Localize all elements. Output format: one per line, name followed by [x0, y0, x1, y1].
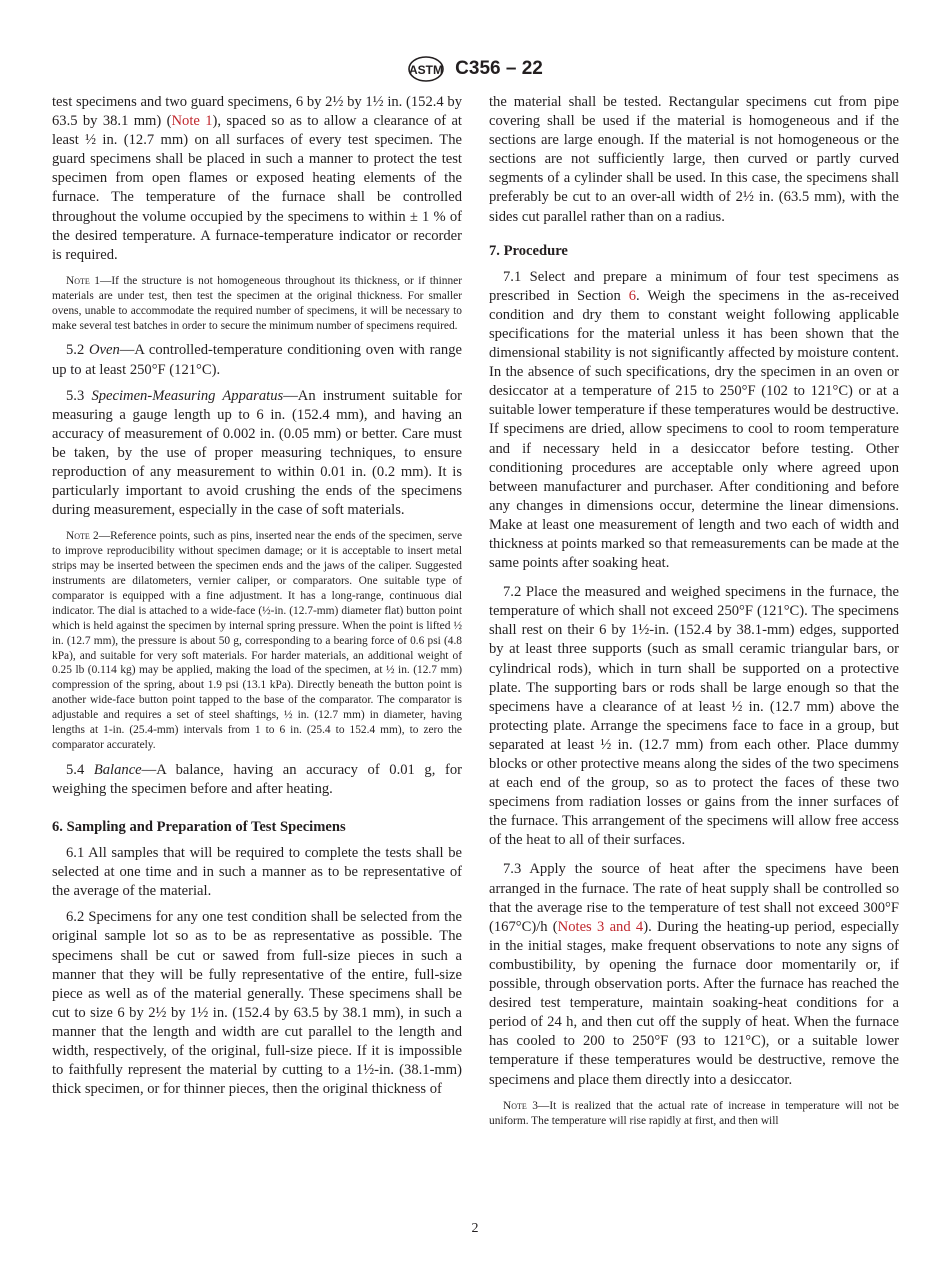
- text: ), spaced so as to allow a clearance of at least ½ in. (12.7 mm) on all surfaces of every test specimen. The guard specimens shall be placed in such a manner to protect the test specimen from open flames or exposed heating elements of the furnace. The temperature of the furnace shall be controlled throughout the volume occupied by the specimens to within ± 1 % of the desired temperature. A furnace-temperature indicator or recorder is required.: [52, 113, 462, 263]
- section-5-3: [52, 387, 462, 521]
- text: 5.3: [66, 387, 92, 404]
- text: —A controlled-temperature conditioning oven with range up to at least 250°F (121°C).: [52, 342, 462, 378]
- page-number: 2: [471, 1221, 479, 1236]
- note-text: —It is realized that the actual rate of increase in temperature will not be uniform. The temperature will rise rapidly at first, and then will: [489, 1099, 899, 1127]
- section-7-heading: 7. Procedure: [489, 242, 568, 259]
- section-6-heading: 6. Sampling and Preparation of Test Specimens: [52, 819, 346, 836]
- section-7-1: [489, 268, 899, 574]
- text: 7.3 Apply the source of heat after the specimens have been arranged in the furnace. The rate of heat supply shall be controlled so that the average rise to the temperature of test shall not exceed 300°F (167°C)/h (: [489, 861, 899, 935]
- section-5-4: [52, 761, 462, 799]
- text: . Weigh the specimens in the as-received condition and dry them to constant weight following applicable specifications for the material unless it has been shown that the dimensional stability is not significantly affected by moisture content. In the absence of such specifications, dry the specimen in an oven or desiccator at a temperature of 215 to 250°F (102 to 121°C) or at a suitable lower temperature if these temperatures would be destructive. If specimens are dried, allow specimens to cool to room temperature and if necessary held in a desiccator before testing. Other conditioning procedures are acceptable only where agreed upon between manufacturer and purchaser. After conditioning and before any changes in dimensions occur, determine the linear dimensions. Make at least one measurement of length and two each of width and thickness at points marked so that remeasurements can be made at the same points after soaking heat.: [489, 287, 899, 572]
- section-7-2: 7.2 Place the measured and weighed specimens in the furnace, the temperature of which shall not exceed 250°F (121°C). The specimens shall rest on their 6 by 1½-in. (152.4 by 38.1-mm) edges, supported by at least three supports (such as small ceramic triangular bars, or cylindrical rods), which in turn shall be supported on a protective plate. The supporting bars or rods shall be large enough so that the specimens have a clearance of at least ½ in. (12.7 mm) above the protecting plate. Arrange the specimens face to face in a group, but separated at least ½ in. (12.7 mm) from each other. Place dummy blocks or other protective means along the sides of the two specimens at each end of the group, so as to protect the faces of these two specimens from radiation losses or gains from the inner surfaces of the furnace. This arrangement of the specimens will allow free access of the heat to all of their surfaces.: [489, 584, 899, 849]
- note-text: —Reference points, such as pins, inserted near the ends of the specimen, serve to improve reproducibility without specimen damage; or it is acceptable to insert metal strips may be inserted between the specimen ends and the jaws of the caliper. Suggested instruments are dilatometers, vernier caliper, or comparators. One suitable type of comparator is equipped with a fine adjustment. It has a long-range, continuous dial indicator. The dial is attached to a wide-face (½-in. (12.7-mm) diameter flat) button point which is held against the specimen by internal spring pressure. When the point is lifted ½ in. (12.7 mm), the pressure is about 50 g, corresponding to a bearing force of 0.6 psi (4.8 kPa), and suitable for very soft materials. For harder materials, an additional weight of 0.25 lb (0.114 kg) may be applied, making the load of the specimen, at ½ in. (12.7 mm) compression of the spring, about 1.9 psi (13.1 kPa). Directly beneath the button point is another wide-face button point tapped to the base of the comparator. The comparator is adjustable and requires a set of steel shaftings, ½ in. (12.7 mm) in diameter, having lengths at 1-in. (25.4-mm) intervals from 1 to 6 in. (25.4 to 152.4 mm), to zero the comparator accurately.: [52, 530, 462, 751]
- note-3: [489, 1099, 899, 1129]
- note-label: Note 3: [503, 1099, 538, 1112]
- section-6-link[interactable]: 6: [628, 287, 637, 304]
- text: 7.1 Select and prepare a minimum of four test specimens as prescribed in Section: [489, 268, 899, 304]
- notes-3-4-link[interactable]: Notes 3 and 4: [557, 918, 644, 935]
- text: 5.2: [66, 342, 89, 359]
- text: test specimens and two guard specimens, 6 by 2½ by 1½ in. (152.4 by 63.5 by 38.1 mm) (: [52, 94, 462, 130]
- note-label: Note 1: [66, 274, 100, 287]
- astm-logo-icon: [407, 55, 445, 83]
- note-1-link[interactable]: Note 1: [171, 113, 213, 130]
- text: 5.4: [66, 761, 94, 778]
- section-7-3: [489, 860, 899, 1089]
- note-text: —If the structure is not homogeneous throughout its thickness, or if thinner materials are under test, then test the specimen at the original thickness. For smaller ovens, unable to accommodate the required number of specimens, it will be necessary to make several test batches in order to secure the minimum number of specimens required.: [52, 274, 462, 332]
- note-2: [52, 529, 462, 753]
- svg-text:ASTM: ASTM: [409, 63, 444, 77]
- text: ). During the heating-up period, especially in the initial stages, make frequent observations to note any signs of combustibility, by opening the furnace door momentarily or, if possible, through observation ports. After the furnace has reached the desired test temperature, maintain soaking-heat conditions for a period of 24 h, and then cut off the supply of heat. When the furnace has cooled to 200 to 250°F (93 to 121°C), or a suitable lower temperature if these temperatures would be destructive, remove the specimens and place them directly into a desiccator.: [489, 918, 899, 1088]
- left-column: [52, 93, 462, 1099]
- section-6-2: 6.2 Specimens for any one test condition shall be selected from the original sample lot so as to be as representative as possible. The specimens shall be cut or sawed from full-size pieces in such a manner that they will be fully representative of the entire, full-size piece as well as of the material generally. These specimens shall be cut to size 6 by 2½ by 1½ in. (152.4 by 63.5 by 38.1 mm), in such a manner that the length and width are cut parallel to the length and width, respectively, of the original, full-size piece. If it is impossible to faithfully represent the material by cutting to a 1½-in. (38.1-mm) thick specimen, or for thinner pieces, then the original thickness of: [52, 909, 462, 1098]
- document-designation: C356 – 22: [455, 58, 543, 79]
- note-label: Note 2: [66, 530, 99, 543]
- section-5-2: [52, 341, 462, 379]
- note-1: [52, 274, 462, 334]
- paragraph: [52, 93, 462, 265]
- subsection-title: Oven: [88, 342, 120, 359]
- section-6-1: 6.1 All samples that will be required to complete the tests shall be selected at one time and in such a manner as to be representative of the average of the material.: [52, 845, 462, 900]
- subsection-title: Specimen-Measuring Apparatus: [91, 387, 284, 404]
- text: —A balance, having an accuracy of 0.01 g, for weighing the specimen before and after heating.: [52, 761, 462, 797]
- right-column: [489, 93, 899, 1136]
- paragraph: the material shall be tested. Rectangular specimens cut from pipe covering shall be used if the material is homogeneous and if the sections are large enough. If the material is not homogeneous or the sections are not sufficiently large, then curved or partly curved segments of a cylinder shall be used. In this case, the specimens shall preferably be cut to an over-all width of 2½ in. (63.5 mm), with the sides cut parallel rather than on a radius.: [489, 94, 899, 225]
- text: —An instrument suitable for measuring a gauge length up to 6 in. (152.4 mm), and having an accuracy of measurement of 0.002 in. (0.05 mm) or better. Care must be taken, by the use of proper measuring techniques, to ensure reproduction of any measurement to within 0.01 in. (0.2 mm). It is particularly important to avoid crushing the ends of the specimens during measurement, especially in the case of soft materials.: [52, 387, 462, 519]
- page-header: [0, 55, 950, 83]
- subsection-title: Balance: [93, 761, 142, 778]
